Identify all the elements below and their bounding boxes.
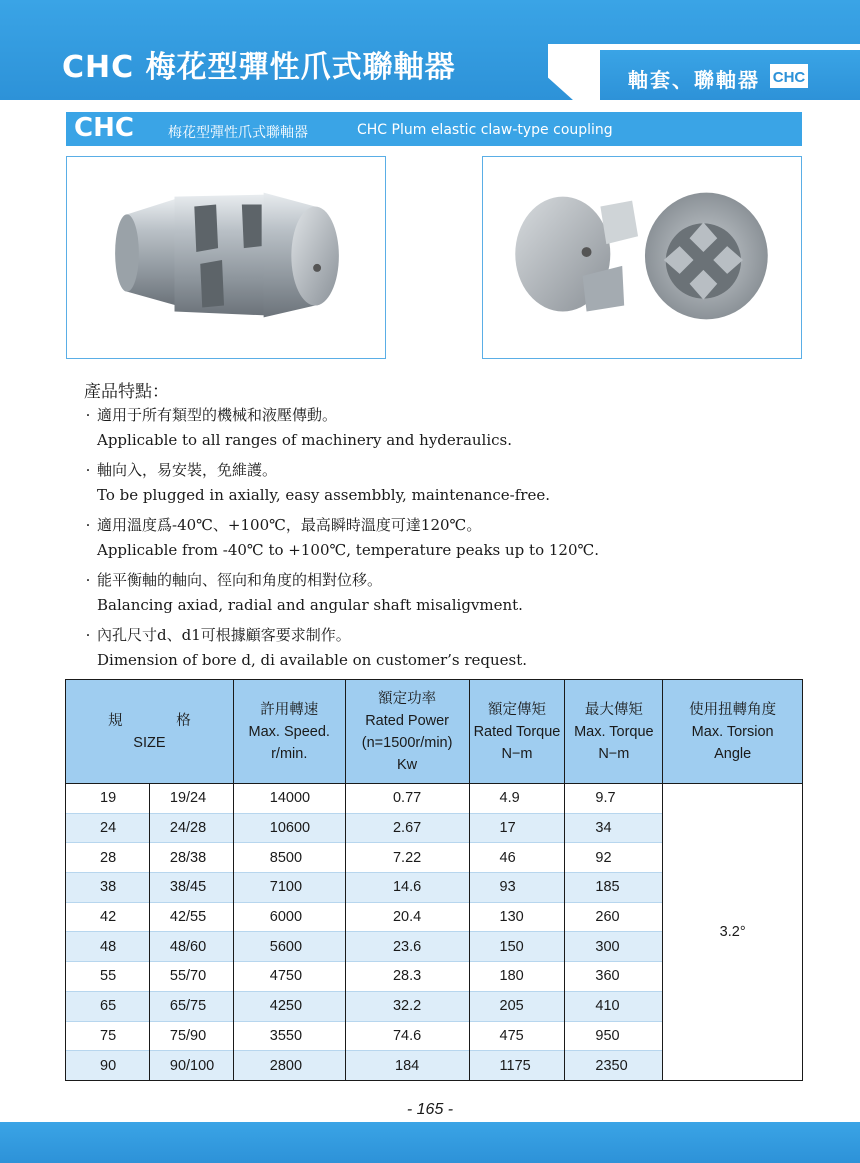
cell-speed: 3550 (233, 1021, 345, 1051)
cell-speed: 6000 (233, 902, 345, 932)
coupling-assembled-photo (66, 156, 386, 359)
cell-speed: 4250 (233, 991, 345, 1021)
category-label: 軸套、聯軸器 (628, 68, 760, 92)
header-speed (233, 680, 345, 784)
cell-size: 55 (66, 962, 150, 992)
cell-size: 19 (66, 784, 150, 814)
cell-power: 32.2 (345, 991, 469, 1021)
cell-max-torque: 360 (565, 962, 663, 992)
header-angle-cn: 使用扭轉角度 (689, 701, 777, 718)
header-size-en: SIZE (133, 734, 166, 751)
coupling-assembled-icon (67, 157, 385, 358)
header-rated-torque (469, 680, 565, 784)
header-size-cn-1: 規 (108, 712, 123, 729)
feature-cn: 適用溫度爲-40℃、+100℃，最高瞬時溫度可達120℃。 (97, 516, 482, 534)
feature-en: To be plugged in axially, easy assembbly, maintenance-free. (97, 486, 550, 504)
table-header-row (66, 680, 803, 784)
feature-en: Dimension of bore d, di available on customer’s request. (97, 651, 528, 669)
cell-rated-torque: 93 (469, 873, 565, 903)
header-rated-torque-en: Rated Torque (473, 723, 561, 740)
cell-size: 28 (66, 843, 150, 873)
cell-power: 23.6 (345, 932, 469, 962)
cell-power: 74.6 (345, 1021, 469, 1051)
header-angle-en-2: Angle (714, 745, 752, 762)
header-max-torque-unit: N−m (598, 745, 630, 762)
cell-bore: 38/45 (149, 873, 233, 903)
cell-rated-torque: 180 (469, 962, 565, 992)
cell-max-torque: 410 (565, 991, 663, 1021)
feature-cn: 軸向入，易安裝，免維護。 (97, 461, 278, 479)
feature-item: · 內孔尺寸d、d1可根據顧客要求制作。 Dimension of bore d, di available on customer’s request. (79, 625, 527, 670)
cell-max-torque: 260 (565, 902, 663, 932)
page-title: CHC 梅花型彈性爪式聯軸器 (62, 50, 456, 85)
header-max-torque (565, 680, 663, 784)
coupling-disassembled-photo (482, 156, 802, 359)
cell-speed: 4750 (233, 962, 345, 992)
cell-speed: 5600 (233, 932, 345, 962)
header-max-torque-en: Max. Torque (574, 723, 654, 740)
coupling-disassembled-icon (483, 157, 801, 358)
cell-size: 65 (66, 991, 150, 1021)
feature-item: · 適用于所有類型的機械和液壓傳動。 Applicable to all ranges of machinery and hyderaulics. (79, 405, 512, 450)
cell-bore: 75/90 (149, 1021, 233, 1051)
cell-rated-torque: 4.9 (469, 784, 565, 814)
cell-rated-torque: 475 (469, 1021, 565, 1051)
feature-en: Applicable to all ranges of machinery and hyderaulics. (97, 431, 513, 449)
header-power-en: Rated Power (365, 712, 450, 729)
cell-bore: 24/28 (149, 813, 233, 843)
feature-cn: 適用于所有類型的機械和液壓傳動。 (97, 406, 338, 424)
cell-size: 90 (66, 1051, 150, 1081)
logo-text: CHC (772, 69, 806, 86)
feature-cn: 內孔尺寸d、d1可根據顧客要求制作。 (97, 626, 351, 644)
cell-speed: 8500 (233, 843, 345, 873)
cell-rated-torque: 150 (469, 932, 565, 962)
cell-power: 28.3 (345, 962, 469, 992)
spec-table (65, 679, 803, 1081)
cell-size: 75 (66, 1021, 150, 1051)
section-name-cn: 梅花型彈性爪式聯軸器 (168, 125, 308, 141)
cell-speed: 10600 (233, 813, 345, 843)
cell-speed: 14000 (233, 784, 345, 814)
cell-max-torque: 34 (565, 813, 663, 843)
cell-size: 24 (66, 813, 150, 843)
header-angle-en-1: Max. Torsion (691, 723, 774, 740)
features-title: 產品特點： (84, 382, 169, 402)
cell-rated-torque: 46 (469, 843, 565, 873)
cell-power: 184 (345, 1051, 469, 1081)
header-rated-torque-unit: N−m (501, 745, 533, 762)
table-row (66, 784, 803, 814)
cell-bore: 28/38 (149, 843, 233, 873)
chc-logo-icon (770, 64, 808, 88)
feature-en: Applicable from -40℃ to +100℃, temperature peaks up to 120℃. (97, 541, 600, 559)
header-max-torque-cn: 最大傳矩 (584, 701, 643, 718)
cell-speed: 2800 (233, 1051, 345, 1081)
cell-bore: 19/24 (149, 784, 233, 814)
cell-power: 20.4 (345, 902, 469, 932)
feature-item: · 能平衡軸的軸向、徑向和角度的相對位移。 Balancing axiad, radial and angular shaft misaligvment. (79, 570, 523, 615)
cell-rated-torque: 1175 (469, 1051, 565, 1081)
header-power-cn: 額定功率 (378, 690, 437, 707)
cell-size: 38 (66, 873, 150, 903)
cell-power: 2.67 (345, 813, 469, 843)
cell-max-torque: 950 (565, 1021, 663, 1051)
cell-rated-torque: 130 (469, 902, 565, 932)
cell-max-torque: 92 (565, 843, 663, 873)
section-name-en: CHC Plum elastic claw-type coupling (357, 122, 613, 138)
cell-power: 7.22 (345, 843, 469, 873)
header-angle (663, 680, 803, 784)
feature-item: · 軸向入，易安裝，免維護。 To be plugged in axially, easy assembbly, maintenance-free. (79, 460, 550, 505)
feature-cn: 能平衡軸的軸向、徑向和角度的相對位移。 (97, 571, 383, 589)
header-power (345, 680, 469, 784)
cell-bore: 55/70 (149, 962, 233, 992)
header-speed-unit: r/min. (271, 745, 308, 762)
cell-max-torque: 300 (565, 932, 663, 962)
section-code: CHC (74, 113, 134, 143)
cell-size: 48 (66, 932, 150, 962)
cell-max-torque: 185 (565, 873, 663, 903)
cell-bore: 48/60 (149, 932, 233, 962)
feature-item: · 適用溫度爲-40℃、+100℃，最高瞬時溫度可達120℃。 Applicable from -40℃ to +100℃, temperature peaks up to 120℃. (79, 515, 599, 560)
cell-bore: 42/55 (149, 902, 233, 932)
cell-speed: 7100 (233, 873, 345, 903)
cell-power: 14.6 (345, 873, 469, 903)
cell-power: 0.77 (345, 784, 469, 814)
cell-max-torque: 9.7 (565, 784, 663, 814)
header-power-cond: (n=1500r/min) (361, 734, 453, 751)
header-power-unit: Kw (397, 756, 418, 773)
header-speed-cn: 許用轉速 (260, 701, 319, 718)
cell-size: 42 (66, 902, 150, 932)
cell-torsion-angle: 3.2° (663, 784, 803, 1081)
cell-rated-torque: 17 (469, 813, 565, 843)
cell-bore: 65/75 (149, 991, 233, 1021)
cell-max-torque: 2350 (565, 1051, 663, 1081)
cell-rated-torque: 205 (469, 991, 565, 1021)
header-size (66, 680, 234, 784)
page-number: - 165 - (406, 1101, 454, 1118)
header-rated-torque-cn: 額定傳矩 (487, 701, 546, 718)
footer-bar (0, 1122, 860, 1163)
feature-en: Balancing axiad, radial and angular shaft misaligvment. (97, 596, 523, 614)
header-size-cn-2: 格 (176, 712, 191, 729)
header-speed-en: Max. Speed. (248, 723, 330, 740)
cell-bore: 90/100 (149, 1051, 233, 1081)
